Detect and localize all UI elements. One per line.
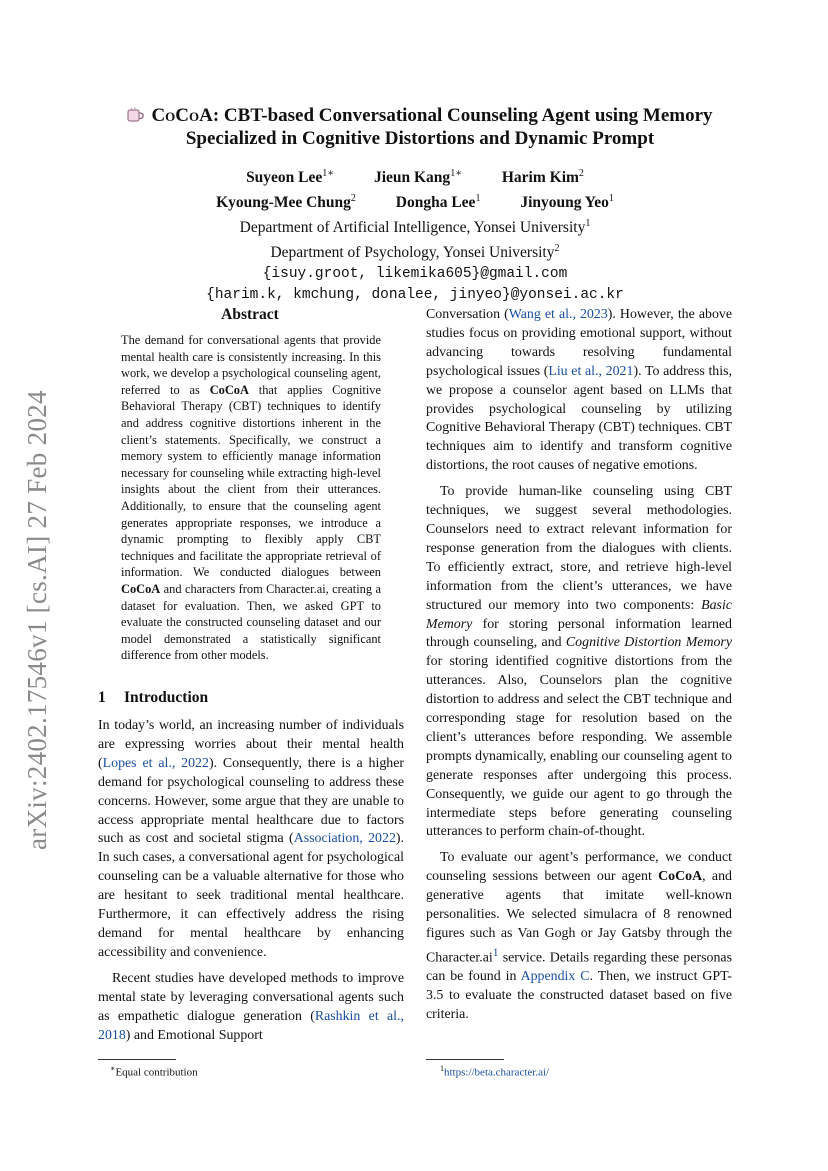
paragraph: In today’s world, an increasing number of individuals are expressing worries about their mental health (Lopes et al., 2022). Consequently, there is a higher demand for psychological counseling to address these concerns. However, some argue that they are unable to access appropriate mental healthcare due to factors such as cost and societal stigma (Association, 2022). In such cases, a conversational agent for psychological counseling can be a valuable alternative for those who are hesitant to seek traditional mental healthcare. Furthermore, it can effectively address the rising demand for mental healthcare by enhancing accessibility and convenience. — [98, 718, 404, 960]
citation-link[interactable]: Wang et al., 2023 — [508, 307, 608, 322]
email-line-1: {isuy.groot, likemika605}@gmail.com — [262, 265, 568, 282]
author-name: Kyoung-Mee Chung$^2$ — [216, 193, 356, 212]
footnote-ref[interactable]: 1 — [492, 945, 499, 959]
citation-link[interactable]: Association, 2022 — [293, 831, 396, 847]
author-name: Jinyoung Yeo$^1$ — [520, 193, 614, 212]
affiliation-2: Department of Psychology, Yonsei University$^2$ — [270, 243, 560, 262]
abstract-body: The demand for conversational agents that provide mental health care is consistently increasing. In this work, we develop a psychological counseling agent, referred to as CoCoA that applies Cognitive Behavioral Therapy (CBT) techniques to identify and address cognitive distortions inherent in the client’s statements. Specifically, we construct a memory system to efficiently manage information necessary for counseling while extracting high-level insights about the client from their utterances. Additionally, to ensure that the counseling agent generates appropriate responses, we introduce a dynamic prompting to flexibly apply CBT techniques and facilitate the appropriate retrieval of information. We conducted dialogues between CoCoA and characters from Character.ai, creating a dataset for evaluation. Then, we asked GPT to evaluate the constructed counseling dataset and our model demonstrated a statistically significant difference from other models. — [121, 333, 382, 663]
author-row-1 — [100, 163, 730, 188]
citation-link[interactable]: Rashkin et al., 2018 — [98, 1008, 404, 1043]
author-name: Suyeon Lee$^{1∗}$ — [246, 168, 335, 187]
paragraph: Conversation (Wang et al., 2023). However, the above studies focus on providing emotional support, without advancing towards resolving fundamental psychological issues (Liu et al., 2021). To address this, we propose a counselor agent based on LLMs that provides psychological counseling by utilizing Cognitive Behavioral Therapy (CBT) techniques. CBT techniques aim to identify and transform cognitive distortions, the root causes of negative emotions. — [426, 307, 733, 474]
citation-link[interactable]: Lopes et al., 2022 — [102, 755, 209, 771]
paragraph: Recent studies have developed methods to improve mental state by leveraging conversational agents such as empathetic dialogue generation (Rashkin et al., 2018) and Emotional Support — [98, 970, 404, 1043]
footnote-rule-right — [426, 1059, 504, 1060]
paragraph: To provide human-like counseling using CBT techniques, we suggest several methodologies. Counselors need to extract relevant information for response generation from the dialogues with clients. To efficiently extract, store, and retrieve high-level information from the client’s utterances, we have structured our memory into two components: Basic Memory for storing personal information learned through counseling, and Cognitive Distortion Memory for storing identified cognitive distortions from the utterances. Also, Counselors plan the cognitive distortion to address and select the CBT technique and corresponding stage for resolution based on the client’s utterances before responding. We assemble prompts dynamically, enabling our counseling agent to generate responses after undergoing this process. Consequently, we guide our agent to go through the intermediate steps before generating counseling utterances to perform chain-of-thought. — [426, 484, 732, 840]
author-block — [100, 163, 730, 306]
email-line-2: {harim.k, kmchung, donalee, jinyeo}@yonsei.ac.kr — [206, 286, 624, 303]
cocoa-cup-icon — [127, 107, 145, 123]
title-line-1 — [100, 104, 740, 127]
title-line-1-rest: : CBT-based Conversational Counseling Agent using Memory — [212, 105, 713, 126]
author-name: Dongha Lee$^1$ — [395, 193, 481, 212]
section-heading-introduction: 1 Introduction — [98, 689, 209, 706]
title-cocoa: CoCoA — [151, 105, 213, 126]
title-line-2: Specialized in Cognitive Distortions and Dynamic Prompt — [185, 128, 655, 149]
footnote-rule-left — [98, 1059, 176, 1060]
paragraph: To evaluate our agent’s performance, we conduct counseling sessions between our agent CoCoA, and generative agents that imitate well-known personalities. We selected simulacra of 8 renowned figures such as Van Gogh or Jay Gatsby through the Character.ai$^1$ service. Details regarding these personas can be found in Appendix C. Then, we instruct GPT-3.5 to evaluate the constructed dataset based on five criteria. — [426, 850, 732, 1023]
right-column-body — [426, 306, 732, 1025]
author-name: Harim Kim$^2$ — [501, 168, 584, 187]
citation-link[interactable]: Liu et al., 2021 — [548, 363, 634, 379]
abstract-heading: Abstract — [221, 306, 279, 323]
appendix-link[interactable]: Appendix C — [520, 969, 590, 985]
left-column-body — [98, 717, 404, 1045]
author-row-2 — [100, 188, 730, 213]
arxiv-sidebar-stamp: arXiv:2402.17546v1 [cs.AI] 27 Feb 2024 — [22, 390, 52, 850]
affiliation-1: Department of Artificial Intelligence, Yonsei University$^1$ — [239, 218, 591, 237]
paper-title — [100, 104, 740, 150]
author-name: Jieun Kang$^{1∗}$ — [373, 168, 462, 187]
footnote-character-ai-url[interactable]: $^1$https://beta.character.ai/ — [440, 1064, 550, 1079]
footnote-equal-contribution: ∗Equal contribution — [110, 1064, 198, 1079]
